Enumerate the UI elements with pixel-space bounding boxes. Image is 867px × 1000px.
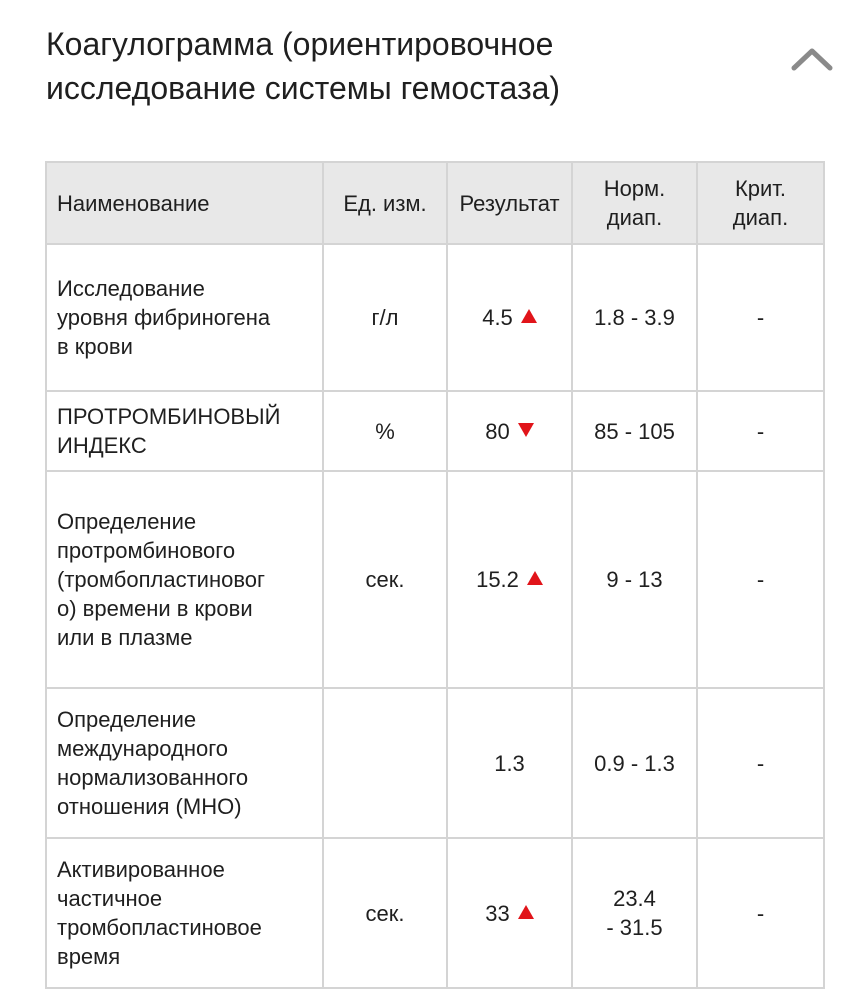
column-header-crit-line-1: Крит. [734, 176, 787, 201]
test-name-line: о) времени в крови [57, 596, 253, 621]
test-name-line: тромбопластиновое [57, 915, 262, 940]
norm-range-line: 0.9 - 1.3 [594, 750, 675, 776]
unit-cell: % [323, 391, 447, 471]
results-table-container [45, 161, 823, 989]
table-row [46, 688, 824, 838]
norm-range-line: 85 - 105 [594, 418, 675, 444]
section-header [46, 22, 746, 110]
norm-range-cell [572, 688, 697, 838]
triangle-up-icon [518, 905, 534, 919]
test-name-line: Исследование [57, 276, 205, 301]
norm-range-line: 9 - 13 [606, 567, 663, 592]
test-name-line: международного [57, 736, 229, 761]
test-name-line: Определение [57, 509, 197, 534]
result-value: 4.5 [482, 305, 513, 330]
collapse-section-button[interactable] [788, 40, 836, 80]
test-name-line: Активированное [57, 857, 225, 882]
test-name-line: частичное [57, 886, 163, 911]
crit-range-cell: - [697, 471, 824, 688]
test-name-line: уровня фибриногена [57, 305, 271, 330]
result-cell [447, 391, 572, 471]
column-header-crit [697, 162, 824, 244]
results-table-body [46, 244, 824, 988]
test-name-line: ПРОТРОМБИНОВЫЙ [57, 404, 281, 429]
result-value: 33 [485, 900, 510, 926]
result-cell [447, 838, 572, 988]
crit-range-cell: - [697, 391, 824, 471]
table-row [46, 391, 824, 471]
unit-cell: сек. [323, 838, 447, 988]
test-name-line: Определение [57, 707, 197, 732]
norm-range-cell [572, 391, 697, 471]
result-cell [447, 471, 572, 688]
triangle-down-icon [518, 423, 534, 437]
triangle-up-icon [527, 571, 543, 585]
header-row [46, 162, 824, 244]
test-name-line: или в плазме [57, 625, 193, 650]
test-name-line: (тромбопластиновог [57, 567, 266, 592]
test-name-line: нормализованного [57, 765, 249, 790]
table-row [46, 838, 824, 988]
norm-range-line: 1.8 - 3.9 [594, 305, 675, 330]
norm-range-line: - 31.5 [606, 915, 663, 940]
chevron-up-icon [788, 40, 836, 80]
norm-range-cell [572, 244, 697, 391]
table-row [46, 244, 824, 391]
table-row [46, 471, 824, 688]
column-header-norm-line-2: диап. [606, 205, 663, 230]
test-name-cell [46, 471, 323, 688]
result-cell [447, 688, 572, 838]
norm-range-cell [572, 471, 697, 688]
result-cell [447, 244, 572, 391]
column-header-norm [572, 162, 697, 244]
test-name-cell [46, 244, 323, 391]
norm-range-line: 23.4 [613, 886, 656, 911]
norm-range-cell [572, 838, 697, 988]
section-title-line-1: Коагулограмма (ориентировочное [46, 26, 554, 62]
results-table [45, 161, 825, 989]
crit-range-cell: - [697, 838, 824, 988]
column-header-crit-line-2: диап. [732, 205, 789, 230]
unit-cell: г/л [323, 244, 447, 391]
test-name-line: протромбинового [57, 538, 236, 563]
result-value: 80 [485, 418, 510, 444]
unit-cell [323, 688, 447, 838]
section-title [46, 22, 746, 110]
crit-range-cell: - [697, 688, 824, 838]
test-name-cell [46, 838, 323, 988]
section-title-line-2: исследование системы гемостаза) [46, 70, 561, 106]
column-header-result: Результат [447, 162, 572, 244]
test-name-cell [46, 688, 323, 838]
result-value: 1.3 [494, 750, 525, 776]
test-name-line: отношения (МНО) [57, 794, 242, 819]
unit-cell: сек. [323, 471, 447, 688]
column-header-norm-line-1: Норм. [603, 176, 666, 201]
test-name-line: в крови [57, 334, 133, 359]
test-name-cell [46, 391, 323, 471]
test-name-line: ИНДЕКС [57, 433, 147, 458]
column-header-name: Наименование [46, 162, 323, 244]
column-header-unit: Ед. изм. [323, 162, 447, 244]
triangle-up-icon [521, 309, 537, 323]
crit-range-cell: - [697, 244, 824, 391]
test-name-line: время [57, 944, 121, 969]
result-value: 15.2 [476, 567, 519, 592]
results-table-header [46, 162, 824, 244]
